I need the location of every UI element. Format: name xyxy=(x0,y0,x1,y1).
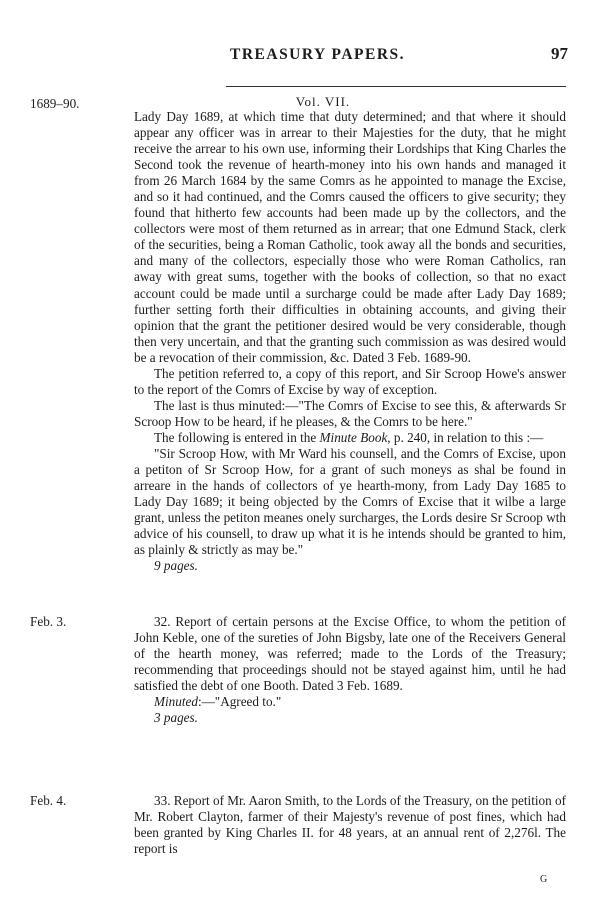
minute-book-quote: "Sir Scroop How, with Mr Ward his counsell, and the Comrs of Excise, upon a petiton of Sr Scroop How, for a grant of such moneys as shal be found in arreare in the hands of collectors of ye hearth-mony, from Lady Day 1685 to Lady Day 1689; it being objected by the Comrs of Excise that it wilbe a large grant, unless the petiton meanes onely surcharges, the Lords desire Sr Scroop wth advice of his counsell, to draw up what it is he intends should be granted to him, as plainly & strictly as may be." xyxy=(134,445,566,558)
entry-33-text: 33. Report of Mr. Aaron Smith, to the Lords of the Treasury, on the petition of Mr. Robert Clayton, farmer of their Majesty's revenue of post fines, which had been granted by King Charles II. for 48 years, at an annual rent of 2,276l. The report is xyxy=(134,793,566,857)
minuted-paragraph: The last is thus minuted:—"The Comrs of Excise to see this, & afterwards Sr Scroop How to be heard, if he pleases, & the Comrs to be here." xyxy=(134,397,566,429)
entry-32-text: 32. Report of certain persons at the Excise Office, to whom the petition of John Keble, one of the sureties of John Bigsby, late one of the Receivers General of the hearth money, was referred; made to the Lords of the Treasury; recommending that proceedings should not be stayed against him, until he had satisfied the debt of one Booth. Dated 3 Feb. 1689. xyxy=(134,614,566,694)
minute-book-title: Minute Book xyxy=(319,429,388,445)
margin-date-feb-4: Feb. 4. xyxy=(30,793,67,808)
entry-32-minuted xyxy=(134,694,566,710)
minute-book-intro: The following is entered in the xyxy=(154,429,320,445)
continuation-paragraph: Lady Day 1689, at which time that duty determined; and that where it should appear any officer was in arrear to their Majesties for the duty, that he might receive the arrear to his own use, informing their Lordships that King Charles the Second took the revenue of hearth-money into his own hands and managed it from 26 March 1684 by the same Comrs as he appointed to manage the Excise, and so it had continued, and the Comrs caused the officers to give security; they found that hitherto few accounts had been made up by the collectors, and the collectors were most of them returned as in arrear; that one Edmund Stack, clerk of the securities, being a Roman Catholic, took away all the bonds and securities, and many of the collectors, especially those who were Roman Catholics, ran away with great sums, together with the books of collection, so that no exact account could be made until a surcharge could be made after Lady Day 1689; further setting forth their difficulties in obtaining accounts, and giving their opinion that the grant the petitioner desired would be very considerable, though then very uncertain, and that the granting such commission as was desired would be a revocation of their commission, &c. Dated 3 Feb. 1689-90. xyxy=(134,109,566,365)
minuted-label: Minuted xyxy=(154,694,198,710)
margin-date-1689-90: 1689–90. xyxy=(30,96,80,111)
page-count: 9 pages. xyxy=(154,558,198,574)
entry-32 xyxy=(134,614,566,726)
petition-referred-paragraph: The petition referred to, a copy of this report, and Sir Scroop Howe's answer to the report of the Comrs of Excise by way of exception. xyxy=(134,365,566,397)
minuted-text: :—"Agreed to." xyxy=(197,694,282,710)
entry-33 xyxy=(134,793,566,857)
margin-date-feb-3: Feb. 3. xyxy=(30,614,67,629)
signature-mark: G xyxy=(540,874,548,885)
page-header xyxy=(0,46,606,74)
minute-book-paragraph xyxy=(134,430,566,446)
volume-heading: Vol. VII. xyxy=(295,94,351,109)
entry-continuation xyxy=(134,109,566,574)
header-rule xyxy=(226,86,566,87)
page-count: 3 pages. xyxy=(154,710,198,726)
minute-book-ref: , p. 240, in relation to this :— xyxy=(387,429,544,445)
running-title: TREASURY PAPERS. xyxy=(230,46,406,63)
page-number: 97 xyxy=(551,44,568,63)
